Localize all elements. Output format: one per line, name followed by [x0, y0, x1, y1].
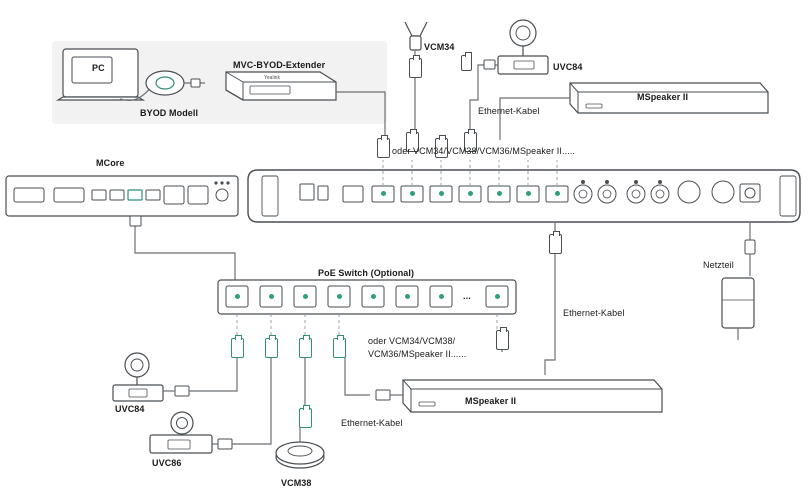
label-ethernet-right: Ethernet-Kabel: [563, 308, 625, 318]
rj45-connector-vcm34: [409, 58, 422, 78]
poe-led-8: [495, 294, 500, 299]
poe-led-5: [371, 294, 376, 299]
label-vcm34-top: VCM34: [424, 42, 455, 52]
poe-led-7: [439, 294, 444, 299]
label-netzteil: Netzteil: [703, 260, 734, 270]
port-led-1: [381, 191, 386, 196]
label-uvc84-bottom: UVC84: [115, 404, 145, 414]
label-mspeaker-bottom: MSpeaker II: [465, 396, 517, 406]
label-pc: PC: [92, 63, 105, 73]
port-led-7: [555, 191, 560, 196]
poe-led-4: [337, 294, 342, 299]
svg-text:Yealink: Yealink: [264, 75, 280, 81]
label-poe-switch: PoE Switch (Optional): [318, 268, 415, 278]
label-poe-dots: ...: [463, 291, 471, 301]
label-uvc86-bottom: UVC86: [152, 458, 182, 468]
poe-led-2: [269, 294, 274, 299]
label-oder-mid-1: oder VCM34/VCM38/: [368, 336, 456, 346]
rj45-connector-poe-4: [333, 338, 346, 358]
poe-led-1: [235, 294, 240, 299]
port-led-2: [410, 191, 415, 196]
label-byod-model: BYOD Modell: [140, 108, 199, 118]
label-ethernet-top: Ethernet-Kabel: [478, 106, 540, 116]
poe-led-3: [303, 294, 308, 299]
rj45-connector-top-1: [377, 138, 390, 158]
label-oder-mid-2: VCM36/MSpeaker II......: [368, 349, 467, 359]
port-led-4: [468, 191, 473, 196]
label-mspeaker-top: MSpeaker II: [637, 92, 689, 102]
rj45-connector-poe-1: [231, 338, 244, 358]
port-led-3: [439, 191, 444, 196]
rj45-connector-uvc84: [461, 55, 472, 71]
rj45-connector-poe-2: [265, 338, 278, 358]
port-led-5: [497, 191, 502, 196]
rj45-connector-hub-down: [549, 234, 562, 254]
label-ethernet-bottom: Ethernet-Kabel: [341, 418, 403, 428]
label-mcore: MCore: [96, 158, 125, 168]
label-byod-extender: MVC-BYOD-Extender: [233, 60, 326, 70]
rj45-connector-vcm38: [299, 408, 312, 428]
label-uvc84-top: UVC84: [553, 62, 583, 72]
label-oder-top: oder VCM34/VCM38/VCM36/MSpeaker II.....: [392, 146, 575, 156]
rj45-connector-mid: [496, 330, 509, 350]
rj45-connector-poe-3: [299, 338, 312, 358]
port-led-6: [526, 191, 531, 196]
label-vcm38-bottom: VCM38: [281, 478, 312, 488]
poe-led-6: [405, 294, 410, 299]
